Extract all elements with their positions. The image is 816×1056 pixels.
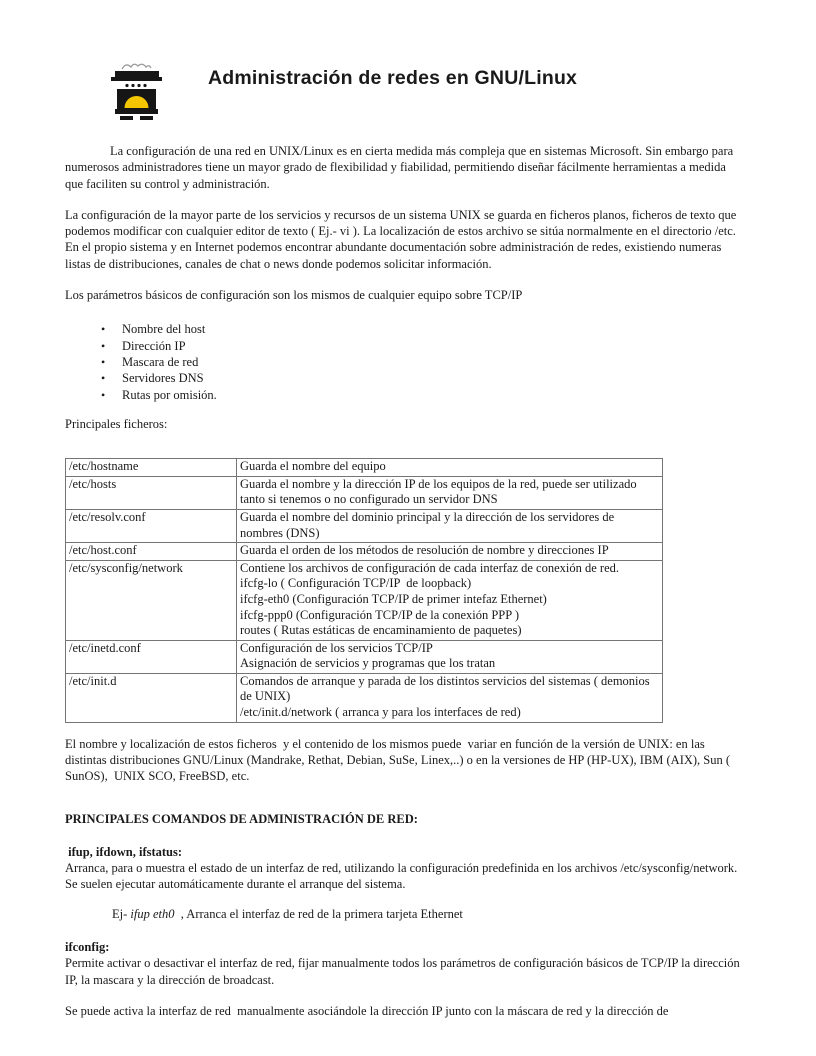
after-table-paragraph: El nombre y localización de estos ficheros y el contenido de los mismos puede variar en función de la versión de UNIX: en las distintas distribuciones GNU/Linux (Mandrake, Rethat, Debian, SuSe, Linex,..) o en la versiones de HP (HP-UX), IBM (AIX), Sun ( SunOS), UNIX SCO, FreeBSD, etc.: [65, 736, 734, 784]
table-row: [66, 509, 663, 542]
file-path-cell: /etc/init.d: [66, 673, 237, 722]
description-line: Guarda el nombre del dominio principal y la dirección de los servidores de nombres (DNS): [240, 509, 618, 540]
intro-paragraph-3: Los parámetros básicos de configuración son los mismos de cualquier equipo sobre TCP/IP: [65, 288, 523, 303]
example-prefix: Ej-: [112, 906, 131, 921]
list-item: • Nombre del host: [122, 321, 747, 337]
ifconfig-extra-paragraph: Se puede activa la interfaz de red manualmente asociándole la dirección IP junto con la máscara de red y la dirección de: [65, 1003, 669, 1018]
description-line: ifcfg-eth0 (Configuración TCP/IP de primer intefaz Ethernet): [240, 591, 547, 606]
intro-paragraph-1: La configuración de una red en UNIX/Linux es en cierta medida más compleja que en sistemas Microsoft. Sin embargo para numerosos administradores tiene un mayor grado de flexibilidad y fiabilidad, permitiendo diseñar fácilmente herramientas a medida que faciliten su control y administración.: [65, 144, 737, 191]
intro-paragraph-2: La configuración de la mayor parte de los servicios y recursos de un sistema UNIX se guarda en ficheros planos, ficheros de texto que podemos modificar con cualquier editor de texto ( Ej.- vi ). La localización de estos archivo se sitúa normalmente en el directorio /etc. En el propio sistema y en Internet podemos encontrar abundante documentación sobre administración de redes, existiendo numeras listas de distribuciones, canales de chat o news donde podemos solicitar información.: [65, 207, 740, 271]
ifup-command-title: ifup, ifdown, ifstatus:: [65, 844, 183, 859]
file-description-cell: [237, 509, 663, 542]
description-line: Asignación de servicios y programas que los tratan: [240, 656, 496, 671]
example-command-text: ifup eth0: [130, 906, 175, 921]
ifup-example-line: [65, 906, 747, 922]
description-line: /etc/init.d/network ( arranca y para los interfaces de red): [240, 705, 521, 720]
description-line: Guarda el orden de los métodos de resolución de nombre y direcciones IP: [240, 543, 609, 558]
description-line: ifcfg-ppp0 (Configuración TCP/IP de la conexión PPP ): [240, 607, 520, 622]
file-description-cell: [237, 673, 663, 722]
description-line: Guarda el nombre del equipo: [240, 459, 386, 474]
ifconfig-command-description: Permite activar o desactivar el interfaz de red, fijar manualmente todos los parámetros de configuración básicos de TCP/IP la dirección IP, la mascara y la dirección de broadcast.: [65, 956, 743, 987]
description-line: Contiene los archivos de configuración de cada interfaz de conexión de red.: [240, 560, 620, 575]
description-line: Guarda el nombre y la dirección IP de los equipos de la red, puede ser utilizado tanto si tenemos o no configurado un servidor DNS: [240, 476, 640, 507]
file-path-cell: /etc/hosts: [66, 476, 237, 509]
table-row: [66, 560, 663, 640]
list-item: • Dirección IP: [122, 338, 747, 354]
config-files-table: [65, 458, 663, 723]
file-path-cell: /etc/resolv.conf: [66, 509, 237, 542]
ifup-command-description: Arranca, para o muestra el estado de un interfaz de red, utilizando la configuración predefinida en los archivos /etc/sysconfig/network. Se suelen ejecutar automáticamente durante el arranque del sistema.: [65, 861, 741, 892]
file-description-cell: [237, 459, 663, 477]
description-line: Comandos de arranque y parada de los distintos servicios del sistemas ( demonios de UNIX): [240, 673, 653, 704]
description-line: ifcfg-lo ( Configuración TCP/IP de loopback): [240, 576, 472, 591]
ifconfig-command-title: ifconfig:: [65, 940, 110, 955]
file-description-cell: [237, 476, 663, 509]
file-description-cell: [237, 640, 663, 673]
table-row: [66, 673, 663, 722]
example-description: , Arranca el interfaz de red de la primera tarjeta Ethernet: [174, 906, 463, 921]
table-row: [66, 640, 663, 673]
file-path-cell: /etc/hostname: [66, 459, 237, 477]
table-row: [66, 459, 663, 477]
file-description-cell: [237, 560, 663, 640]
list-item: • Servidores DNS: [122, 370, 747, 386]
page-title: Administración de redes en GNU/Linux: [208, 67, 578, 89]
file-description-cell: [237, 543, 663, 561]
tux-penguin-logo-icon: [108, 60, 165, 122]
list-item: • Mascara de red: [122, 354, 747, 370]
document-header: [65, 60, 747, 122]
file-path-cell: /etc/host.conf: [66, 543, 237, 561]
files-heading: Principales ficheros:: [65, 416, 168, 431]
description-line: Configuración de los servicios TCP/IP: [240, 640, 433, 655]
list-item: • Rutas por omisión.: [122, 387, 747, 403]
file-path-cell: /etc/sysconfig/network: [66, 560, 237, 640]
description-line: routes ( Rutas estáticas de encaminamiento de paquetes): [240, 623, 522, 638]
table-row: [66, 543, 663, 561]
file-path-cell: /etc/inetd.conf: [66, 640, 237, 673]
commands-section-heading: PRINCIPALES COMANDOS DE ADMINISTRACIÓN DE RED:: [65, 811, 418, 826]
tcpip-params-list: [65, 321, 747, 402]
table-row: [66, 476, 663, 509]
